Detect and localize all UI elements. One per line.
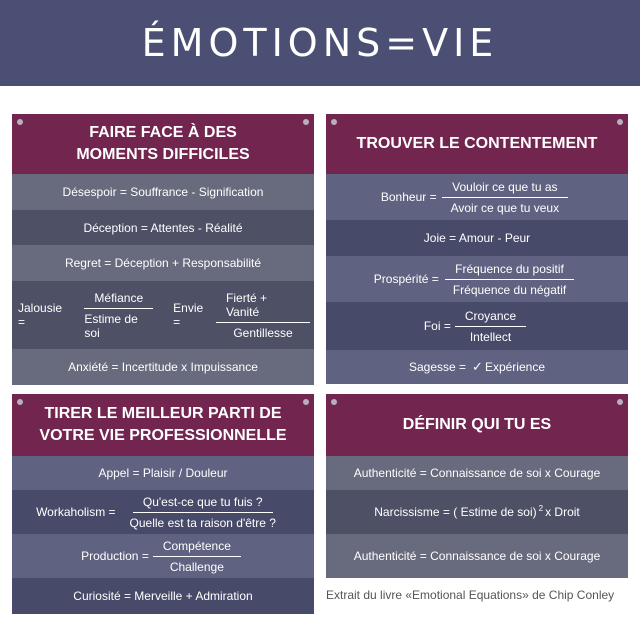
narcissism-left: Narcissisme = ( Estime de soi)	[374, 505, 537, 519]
fraction-numerator: Fierté + Vanité	[216, 291, 310, 323]
title-banner	[0, 0, 640, 86]
card-contentment	[326, 114, 628, 384]
faith-label: Foi =	[423, 319, 451, 333]
fraction-denominator: Avoir ce que tu veux	[450, 200, 560, 215]
jealousy-label: Jalousie =	[18, 301, 63, 329]
pin-icon	[17, 119, 23, 125]
production-fraction	[153, 539, 241, 574]
fraction-numerator: Compétence	[153, 539, 241, 557]
equation-wisdom	[326, 350, 628, 384]
card-header	[326, 114, 628, 174]
equation-text: Déception = Attentes - Réalité	[83, 220, 243, 235]
card-title: TROUVER LE CONTENTEMENT	[356, 135, 598, 152]
fraction-denominator: Intellect	[469, 329, 512, 344]
fraction-denominator: Challenge	[169, 559, 224, 574]
pin-icon	[617, 119, 623, 125]
wisdom-label: Sagesse =	[409, 360, 467, 374]
fraction-denominator: Fréquence du négatif	[452, 282, 567, 297]
equation-curiosity	[12, 578, 314, 614]
card-title-line2: MOMENTS DIFFICILES	[76, 146, 250, 163]
equation-faith	[326, 302, 628, 350]
card-header	[12, 394, 314, 456]
workaholism-fraction	[120, 495, 286, 530]
equation-workaholism	[12, 490, 314, 534]
wisdom-value: Expérience	[484, 360, 545, 374]
pin-icon	[331, 399, 337, 405]
faith-fraction	[455, 309, 526, 344]
equation-authenticity	[326, 456, 628, 490]
fraction-numerator: Croyance	[455, 309, 526, 327]
equation-text: Anxiété = Incertitude x Impuissance	[68, 360, 258, 374]
fraction-numerator: Méfiance	[84, 291, 153, 309]
fraction-denominator: Gentillesse	[233, 325, 293, 340]
equation-deception	[12, 210, 314, 245]
pin-icon	[331, 119, 337, 125]
production-label: Production =	[81, 549, 149, 563]
square-root-icon: ✓	[472, 359, 483, 374]
equation-text: Joie = Amour - Peur	[423, 231, 531, 245]
pin-icon	[303, 119, 309, 125]
equation-production	[12, 534, 314, 578]
card-title: DÉFINIR QUI TU ES	[402, 416, 552, 433]
fraction-numerator: Fréquence du positif	[445, 262, 574, 280]
equation-authenticity-2	[326, 534, 628, 578]
equation-narcissism	[326, 490, 628, 534]
card-header	[12, 114, 314, 174]
card-title-line1: TIRER LE MEILLEUR PARTI DE	[44, 405, 282, 422]
prosperity-fraction	[443, 262, 576, 297]
equation-text: Curiosité = Merveille + Admiration	[73, 589, 253, 603]
card-identity	[326, 394, 628, 578]
fraction-numerator: Qu'est-ce que tu fuis ?	[133, 495, 273, 513]
equation-calling	[12, 456, 314, 490]
card-difficult-moments	[12, 114, 314, 385]
source-credit: Extrait du livre «Emotional Equations» de Chip Conley	[326, 588, 615, 602]
equation-joy	[326, 220, 628, 256]
card-professional-life	[12, 394, 314, 614]
page-title: ÉMOTIONS=VIE	[141, 21, 499, 65]
jealousy-fraction	[74, 291, 163, 340]
equation-text: Regret = Déception + Responsabilité	[64, 256, 262, 270]
equation-despair	[12, 174, 314, 210]
equation-text: Désespoir = Souffrance - Signification	[62, 185, 264, 199]
workaholism-label: Workaholism =	[36, 505, 116, 519]
equation-happiness	[326, 174, 628, 220]
fraction-denominator: Quelle est ta raison d'être ?	[129, 515, 276, 530]
happiness-fraction	[441, 180, 570, 215]
equation-anxiety	[12, 349, 314, 385]
prosperity-label: Prospérité =	[373, 272, 439, 286]
equation-jealousy-envy	[12, 281, 314, 349]
equation-text: Authenticité = Connaissance de soi x Courage	[353, 549, 601, 563]
narcissism-exponent: 2	[538, 503, 544, 513]
envy-label: Envie =	[173, 301, 204, 329]
happiness-label: Bonheur =	[380, 190, 437, 204]
equation-text: Authenticité = Connaissance de soi x Courage	[353, 466, 601, 480]
fraction-denominator: Estime de soi	[84, 311, 138, 340]
narcissism-right: x Droit	[545, 505, 580, 519]
card-header	[326, 394, 628, 456]
equation-prosperity	[326, 256, 628, 302]
equation-text: Appel = Plaisir / Douleur	[98, 466, 228, 480]
envy-fraction	[216, 291, 310, 340]
pin-icon	[17, 399, 23, 405]
pin-icon	[617, 399, 623, 405]
pin-icon	[303, 399, 309, 405]
equation-regret	[12, 245, 314, 281]
fraction-numerator: Vouloir ce que tu as	[442, 180, 567, 198]
card-title-line2: VOTRE VIE PROFESSIONNELLE	[39, 427, 287, 444]
card-title-line1: FAIRE FACE À DES	[89, 124, 237, 141]
